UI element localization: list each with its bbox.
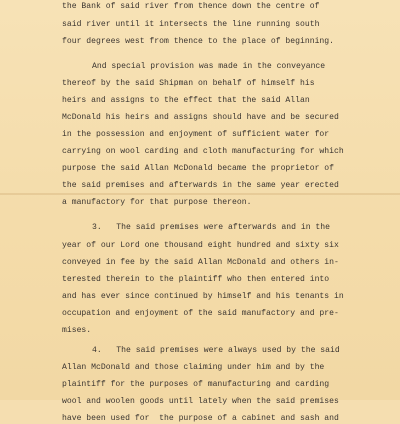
text-line: in the possession and enjoyment of sufficient water for <box>62 130 330 139</box>
paper-fold <box>0 193 400 195</box>
text-line: the said premises and afterwards in the same year erected <box>62 181 339 190</box>
text-line: Allan McDonald and those claiming under him and by the <box>62 363 325 372</box>
text-line: four degrees west from thence to the place of beginning. <box>62 37 334 46</box>
text-line: carrying on wool carding and cloth manufacturing for which <box>62 147 344 156</box>
text-line: McDonald his heirs and assigns should have and be secured <box>62 113 339 122</box>
text-line: 4. The said premises were always used by the said <box>92 346 340 355</box>
text-line: thereof by the said Shipman on behalf of himself his <box>62 79 315 88</box>
text-line: heirs and assigns to the effect that the said Allan <box>62 96 310 105</box>
text-line: the Bank of said river from thence down the centre of <box>62 2 320 11</box>
text-line: said river until it intersects the line running south <box>62 20 320 29</box>
text-line: year of our Lord one thousand eight hundred and sixty six <box>62 241 339 250</box>
text-line: terested therein to the plaintiff who then entered into <box>62 275 330 284</box>
text-line: 3. The said premises were afterwards and in the <box>92 223 330 232</box>
text-line: have been used for the purpose of a cabinet and sash and <box>62 414 339 423</box>
text-line: and has ever since continued by himself and his tenants in <box>62 292 344 301</box>
text-line: purpose the said Allan McDonald became the proprietor of <box>62 164 334 173</box>
text-line: wool and woolen goods until lately when the said premises <box>62 397 339 406</box>
text-line: mises. <box>62 326 92 335</box>
text-line: conveyed in fee by the said Allan McDonald and others in- <box>62 258 339 267</box>
text-line: a manufactory for that purpose thereon. <box>62 198 252 207</box>
text-line: plaintiff for the purposes of manufacturing and carding <box>62 380 330 389</box>
text-line: And special provision was made in the conveyance <box>92 62 326 71</box>
text-line: occupation and enjoyment of the said manufactory and pre- <box>62 309 339 318</box>
